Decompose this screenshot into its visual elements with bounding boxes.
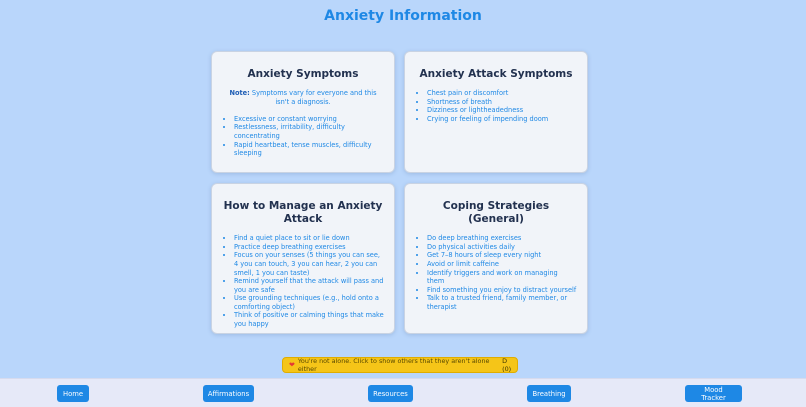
- nav-home-button[interactable]: Home: [57, 385, 89, 402]
- bottom-nav: [0, 378, 806, 407]
- list-item: • Use grounding techniques (e.g., hold onto a comforting object): [234, 294, 384, 311]
- card-coping-strategies: [404, 183, 588, 334]
- list-item: • Chest pain or discomfort: [427, 89, 577, 98]
- list-item: • Do deep breathing exercises: [427, 234, 577, 243]
- list-item: • Restlessness, irritability, difficulty concentrating: [234, 123, 384, 140]
- page-title: Anxiety Information: [324, 8, 482, 24]
- not-alone-label: You're not alone. Click to show others that they aren't alone either: [297, 357, 490, 373]
- card-title: How to Manage an Anxiety Attack: [223, 200, 383, 226]
- list-item: • Crying or feeling of impending doom: [427, 115, 577, 124]
- list-item: • Identify triggers and work on managing them: [427, 269, 577, 286]
- symptom-list: [222, 115, 384, 158]
- card-title: Coping Strategies (General): [442, 200, 550, 226]
- card-title: Anxiety Attack Symptoms: [419, 68, 573, 80]
- card-title: Anxiety Symptoms: [247, 68, 359, 80]
- list-item: • Find a quiet place to sit or lie down: [234, 234, 384, 243]
- not-alone-count: D (0): [502, 357, 512, 373]
- list-item: • Rapid heartbeat, tense muscles, difficulty sleeping: [234, 141, 384, 158]
- list-item: • Excessive or constant worrying: [234, 115, 384, 124]
- card-anxiety-symptoms: [211, 51, 395, 173]
- note-text: Symptoms vary for everyone and this isn't a diagnosis.: [249, 89, 377, 107]
- list-item: • Avoid or limit caffeine: [427, 260, 577, 269]
- list-item: • Find something you enjoy to distract yourself: [427, 286, 577, 295]
- disclaimer-note: [222, 89, 384, 107]
- list-item: • Shortness of breath: [427, 98, 577, 107]
- list-item: • Get 7–8 hours of sleep every night: [427, 251, 577, 260]
- nav-breathing-button[interactable]: Breathing: [527, 385, 571, 402]
- nav-affirmations-button[interactable]: Affirmations: [203, 385, 254, 402]
- card-manage-attack: [211, 183, 395, 334]
- not-alone-button[interactable]: [282, 357, 518, 373]
- list-item: • Do physical activities daily: [427, 243, 577, 252]
- note-label: Note:: [229, 89, 250, 98]
- heart-icon: ❤: [289, 361, 295, 369]
- list-item: • Remind yourself that the attack will pass and you are safe: [234, 277, 384, 294]
- list-item: • Focus on your senses (5 things you can see, 4 you can touch, 3 you can hear, 2 you can smell, 1 you can taste): [234, 251, 384, 277]
- list-item: • Dizziness or lightheadedness: [427, 106, 577, 115]
- list-item: • Practice deep breathing exercises: [234, 243, 384, 252]
- list-item: • Talk to a trusted friend, family member, or therapist: [427, 294, 577, 311]
- nav-mood-tracker-button[interactable]: Mood Tracker: [685, 385, 742, 402]
- coping-list: [415, 234, 577, 311]
- list-item: • Think of positive or calming things that make you happy: [234, 311, 384, 328]
- nav-resources-button[interactable]: Resources: [368, 385, 413, 402]
- card-attack-symptoms: [404, 51, 588, 173]
- manage-list: [222, 234, 384, 328]
- attack-symptom-list: [415, 89, 577, 123]
